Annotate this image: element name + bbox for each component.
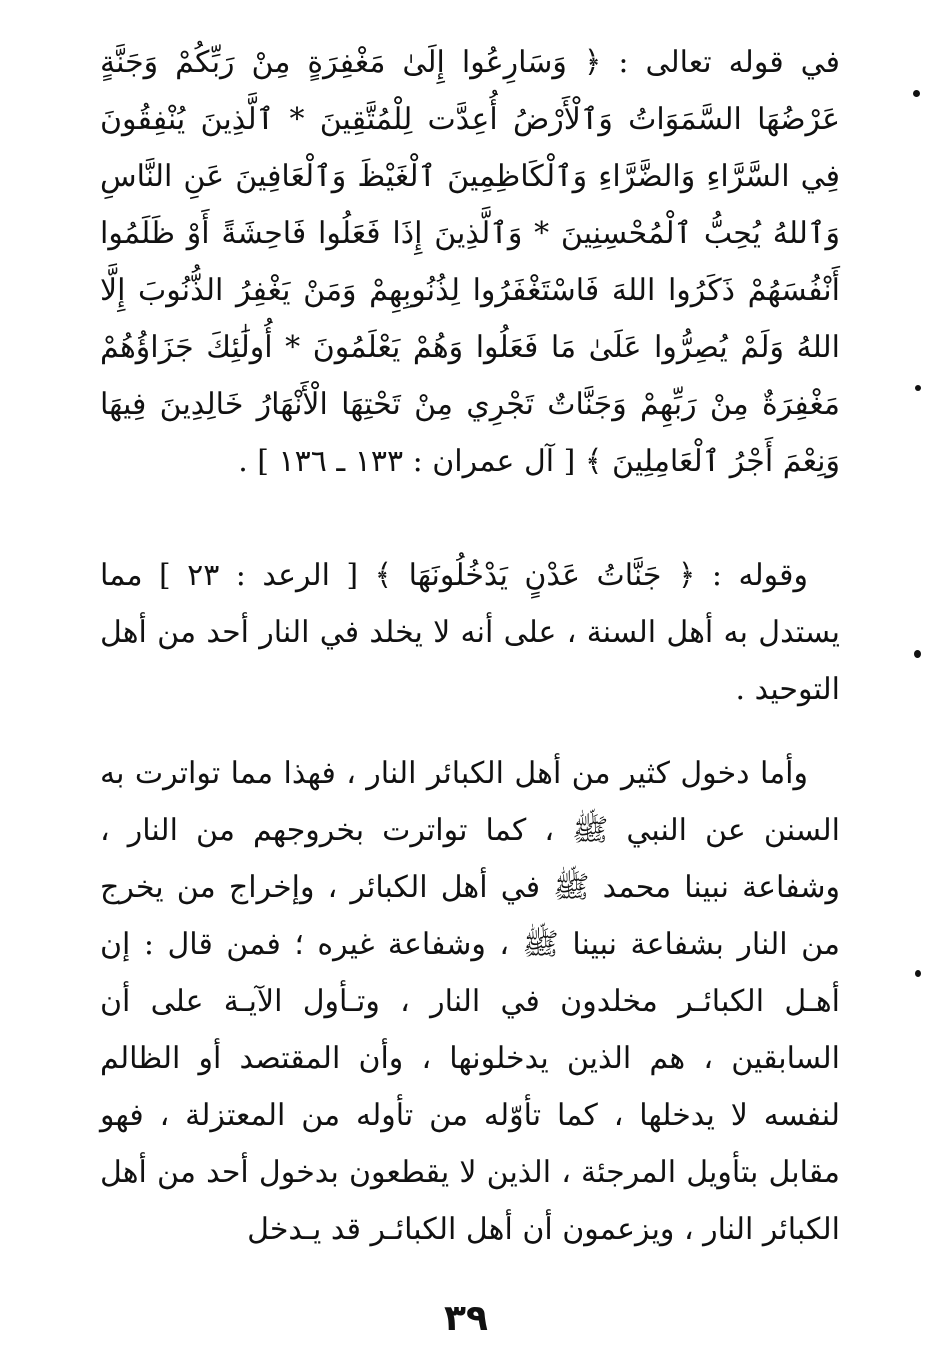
scan-speck-mark [915, 970, 921, 977]
scan-speck-mark [914, 650, 921, 658]
paragraph-1: في قوله تعالى : ﴿ وَسَارِعُوا إِلَىٰ مَغْفِرَةٍ مِنْ رَبِّكُمْ وَجَنَّةٍ عَرْضُهَا السَّمَوَاتُ وَٱلْأَرْضُ أُعِدَّت لِلْمُتَّقِينَ * ٱلَّذِينَ يُنْفِقُونَ فِي السَّرَّاءِ وَالضَّرَّاءِ وَٱلْكَاظِمِينَ ٱلْغَيْظَ وَٱلْعَافِينَ عَنِ النَّاسِ وَٱللهُ يُحِبُّ ٱلْمُحْسِنِينَ * وَٱلَّذِينَ إِذَا فَعَلُوا فَاحِشَةً أَوْ ظَلَمُوا أَنْفُسَهُمْ ذَكَرُوا اللهَ فَاسْتَغْفَرُوا لِذُنُوبِهِمْ وَمَنْ يَغْفِرُ الذُّنُوبَ إِلَّا اللهُ وَلَمْ يُصِرُّوا عَلَىٰ مَا فَعَلُوا وَهُمْ يَعْلَمُونَ * أُولَٰئِكَ جَزَاؤُهُمْ مَغْفِرَةٌ مِنْ رَبِّهِمْ وَجَنَّاتٌ تَجْرِي مِنْ تَحْتِهَا الْأَنْهَارُ خَالِدِينَ فِيهَا وَنِعْمَ أَجْرُ ٱلْعَامِلِينَ ﴾ [ آل عمران : ١٣٣ ـ ١٣٦ ] . [100, 45, 840, 479]
page-number: ٣٩ [444, 1298, 488, 1339]
scan-speck-mark [915, 385, 921, 391]
scan-speck-mark [913, 90, 920, 97]
major-sins-paragraph [100, 745, 840, 1258]
paragraph-3: وأما دخول كثير من أهل الكبائر النار ، فهذا مما تواترت به السنن عن النبي ﷺ ، كما تواترت بخروجهم من النار ، وشفاعة نبينا محمد ﷺ في أهل الكبائر ، وإخراج من يخرج من النار بشفاعة نبينا ﷺ ، وشفاعة غيره ؛ فمن قال : إن أهـل الكبائـر مخلدون في النار ، وتـأول الآيـة على أن السابقين ، هم الذين يدخلونها ، وأن المقتصد أو الظالم لنفسه لا يدخلها ، كما تأوّله من تأوله من المعتزلة ، فهو مقابل بتأويل المرجئة ، الذين لا يقطعون بدخول أحد من أهل الكبائر النار ، ويزعمون أن أهل الكبائـر قد يـدخل [100, 756, 840, 1247]
paragraph-2: وقوله : ﴿ جَنَّاتُ عَدْنٍ يَدْخُلُونَهَا ﴾ [ الرعد : ٢٣ ] مما يستدل به أهل السنة ، على أنه لا يخلد في النار أحد من أهل التوحيد . [100, 558, 840, 707]
quran-quote-paragraph [100, 34, 840, 490]
raad-verse-paragraph [100, 547, 840, 718]
